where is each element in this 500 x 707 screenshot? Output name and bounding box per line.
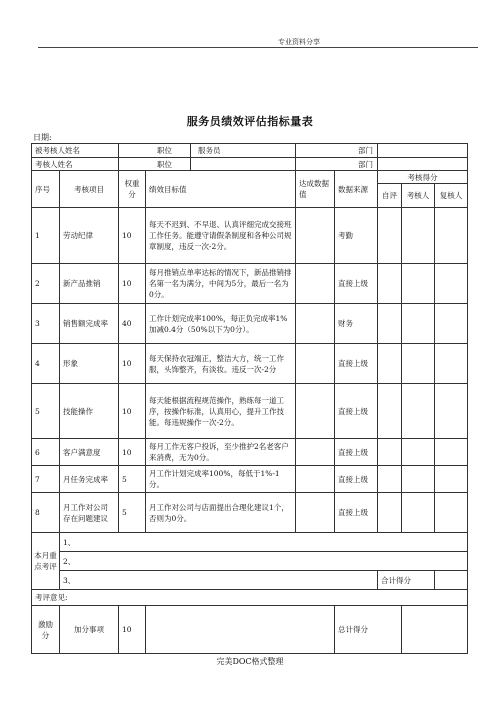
row-reviewer-score[interactable] (435, 264, 468, 304)
row-self-score[interactable] (378, 264, 402, 304)
row-item: 客户满意度 (60, 439, 119, 466)
evaluation-table (31, 143, 468, 654)
row-reviewer-score[interactable] (435, 493, 468, 533)
row-achieved[interactable] (296, 208, 335, 264)
col-source: 数据来源 (335, 171, 378, 208)
page-title: 服务员绩效评估指标量表 (186, 115, 314, 128)
row-item: 形象 (60, 344, 119, 384)
row-source: 直接上级 (335, 384, 378, 439)
row-target: 每天不迟到、不早退、认真评细完成交接班工作任务。能遵守请假条制度和各种公司规章制度，违反一次-2分。 (146, 208, 296, 264)
row-self-score[interactable] (378, 344, 402, 384)
row-reviewer-score[interactable] (435, 384, 468, 439)
row-seq: 6 (32, 439, 60, 466)
row-achieved[interactable] (296, 264, 335, 304)
table-row (32, 208, 468, 264)
row-seq: 4 (32, 344, 60, 384)
grand-total-value[interactable] (402, 606, 468, 654)
row-self-score[interactable] (378, 208, 402, 264)
row-target: 月工作对公司与店面提出合理化建议1个，否则为0分。 (146, 493, 296, 533)
row-achieved[interactable] (296, 304, 335, 344)
row-source: 直接上级 (335, 439, 378, 466)
row-weight: 10 (119, 208, 146, 264)
row-reviewer-score[interactable] (435, 439, 468, 466)
col-target: 绩效目标值 (146, 171, 296, 208)
total-score-value[interactable] (435, 571, 468, 590)
row-item: 销售额完成率 (60, 304, 119, 344)
dept-label-2: 部门 (296, 158, 378, 171)
row-weight: 10 (119, 344, 146, 384)
row-weight: 10 (119, 384, 146, 439)
col-reviewer: 复核人 (435, 184, 468, 208)
row-target: 每天保持衣冠端正，整洁大方，统一工作服，头饰整齐，有淡妆。违反一次-2分 (146, 344, 296, 384)
row-weight: 5 (119, 466, 146, 493)
position-label-2: 职位 (157, 160, 172, 169)
row-item: 新产品推销 (60, 264, 119, 304)
row-achieved[interactable] (296, 344, 335, 384)
col-score-group: 考核得分 (378, 171, 468, 184)
table-row (32, 304, 468, 344)
row-self-score[interactable] (378, 466, 402, 493)
focus-row-1 (32, 533, 468, 552)
row-source: 直接上级 (335, 264, 378, 304)
comments-label: 考评意见: (32, 590, 468, 606)
row-weight: 10 (119, 439, 146, 466)
row-target: 每月推销点单率达标的情况下，新品推销排名第一名为满分，中间为5分，最后一名为0分。 (146, 264, 296, 304)
dept-label-1: 部门 (296, 144, 378, 158)
assessor-name-label: 考核人姓名 (32, 158, 119, 171)
row-seq: 8 (32, 493, 60, 533)
table-row (32, 264, 468, 304)
row-source: 考勤 (335, 208, 378, 264)
row-assessor-score[interactable] (402, 439, 435, 466)
row-seq: 5 (32, 384, 60, 439)
row-source: 直接上级 (335, 493, 378, 533)
row-item: 月任务完成率 (60, 466, 119, 493)
table-row (32, 384, 468, 439)
row-source: 直接上级 (335, 344, 378, 384)
total-score-label: 合计得分 (378, 571, 435, 590)
col-self: 自评 (378, 184, 402, 208)
position-label-1: 职位 (157, 146, 172, 155)
col-item: 考核项目 (60, 171, 119, 208)
grand-total-label: 总计得分 (335, 606, 402, 654)
evaluatee-name-label: 被考核人姓名 (32, 144, 119, 158)
assessor-name-value[interactable] (119, 158, 296, 171)
bonus-value: 10 (119, 606, 146, 654)
date-label: 日期: (33, 133, 52, 142)
row-reviewer-score[interactable] (435, 304, 468, 344)
row-seq: 3 (32, 304, 60, 344)
table-row (32, 344, 468, 384)
comments-row (32, 590, 468, 606)
row-reviewer-score[interactable] (435, 208, 468, 264)
row-self-score[interactable] (378, 439, 402, 466)
focus-row-3 (32, 571, 468, 590)
row-source: 直接上级 (335, 466, 378, 493)
focus-row-2 (32, 552, 468, 571)
row-seq: 2 (32, 264, 60, 304)
focus-item-3[interactable]: 3、 (60, 571, 378, 590)
position-value-1: 服务员 (198, 146, 221, 155)
row-target: 月工作计划完成率100%，每低于1%-1分。 (146, 466, 296, 493)
row-self-score[interactable] (378, 384, 402, 439)
row-seq: 7 (32, 466, 60, 493)
row-assessor-score[interactable] (402, 208, 435, 264)
info-row-2 (32, 158, 468, 171)
bonus-row (32, 606, 468, 654)
row-assessor-score[interactable] (402, 264, 435, 304)
row-target: 每天能根据流程规范操作，熟练每一道工序，按操作标准，认真用心，提升工作技能。每违规操作一次-2分。 (146, 384, 296, 439)
row-achieved[interactable] (296, 439, 335, 466)
evaluatee-name-value[interactable] (119, 144, 296, 158)
header-rule (38, 47, 478, 48)
row-assessor-score[interactable] (402, 384, 435, 439)
focus-label: 本月重点考评 (32, 533, 60, 590)
bonus-detail[interactable] (146, 606, 335, 654)
row-assessor-score[interactable] (402, 493, 435, 533)
row-weight: 40 (119, 304, 146, 344)
focus-item-1[interactable]: 1、 (60, 533, 468, 552)
row-weight: 10 (119, 264, 146, 304)
row-assessor-score[interactable] (402, 304, 435, 344)
row-achieved[interactable] (296, 493, 335, 533)
dept-value-2[interactable] (378, 158, 468, 171)
table-row (32, 439, 468, 466)
table-row (32, 466, 468, 493)
row-target: 每月工作无客户投诉，至少推护2名老客户来消费，无为0分。 (146, 439, 296, 466)
bonus-item: 加分事项 (60, 606, 119, 654)
col-seq: 序号 (32, 171, 60, 208)
table-row (32, 493, 468, 533)
focus-item-2[interactable]: 2、 (60, 552, 468, 571)
bonus-label: 激励分 (32, 606, 60, 654)
row-achieved[interactable] (296, 466, 335, 493)
row-reviewer-score[interactable] (435, 466, 468, 493)
row-target: 工作计划完成率100%，每正负完成率1%加减0.4分（50%以下为0分）。 (146, 304, 296, 344)
footer-note: 完美DOC格式整理 (216, 657, 284, 666)
row-weight: 5 (119, 493, 146, 533)
col-achieved: 达成数据值 (296, 171, 335, 208)
info-row-1 (32, 144, 468, 158)
col-weight: 权重分 (119, 171, 146, 208)
row-source: 财务 (335, 304, 378, 344)
row-assessor-score[interactable] (402, 466, 435, 493)
row-achieved[interactable] (296, 384, 335, 439)
row-reviewer-score[interactable] (435, 344, 468, 384)
header-note: 专业资料分享 (278, 38, 320, 46)
row-self-score[interactable] (378, 304, 402, 344)
row-assessor-score[interactable] (402, 344, 435, 384)
column-header-row-1 (32, 171, 468, 184)
row-seq: 1 (32, 208, 60, 264)
row-item: 月工作对公司存在问题建议 (60, 493, 119, 533)
row-item: 劳动纪律 (60, 208, 119, 264)
col-assessor: 考核人 (402, 184, 435, 208)
row-self-score[interactable] (378, 493, 402, 533)
dept-value-1[interactable] (378, 144, 468, 158)
row-item: 技能操作 (60, 384, 119, 439)
